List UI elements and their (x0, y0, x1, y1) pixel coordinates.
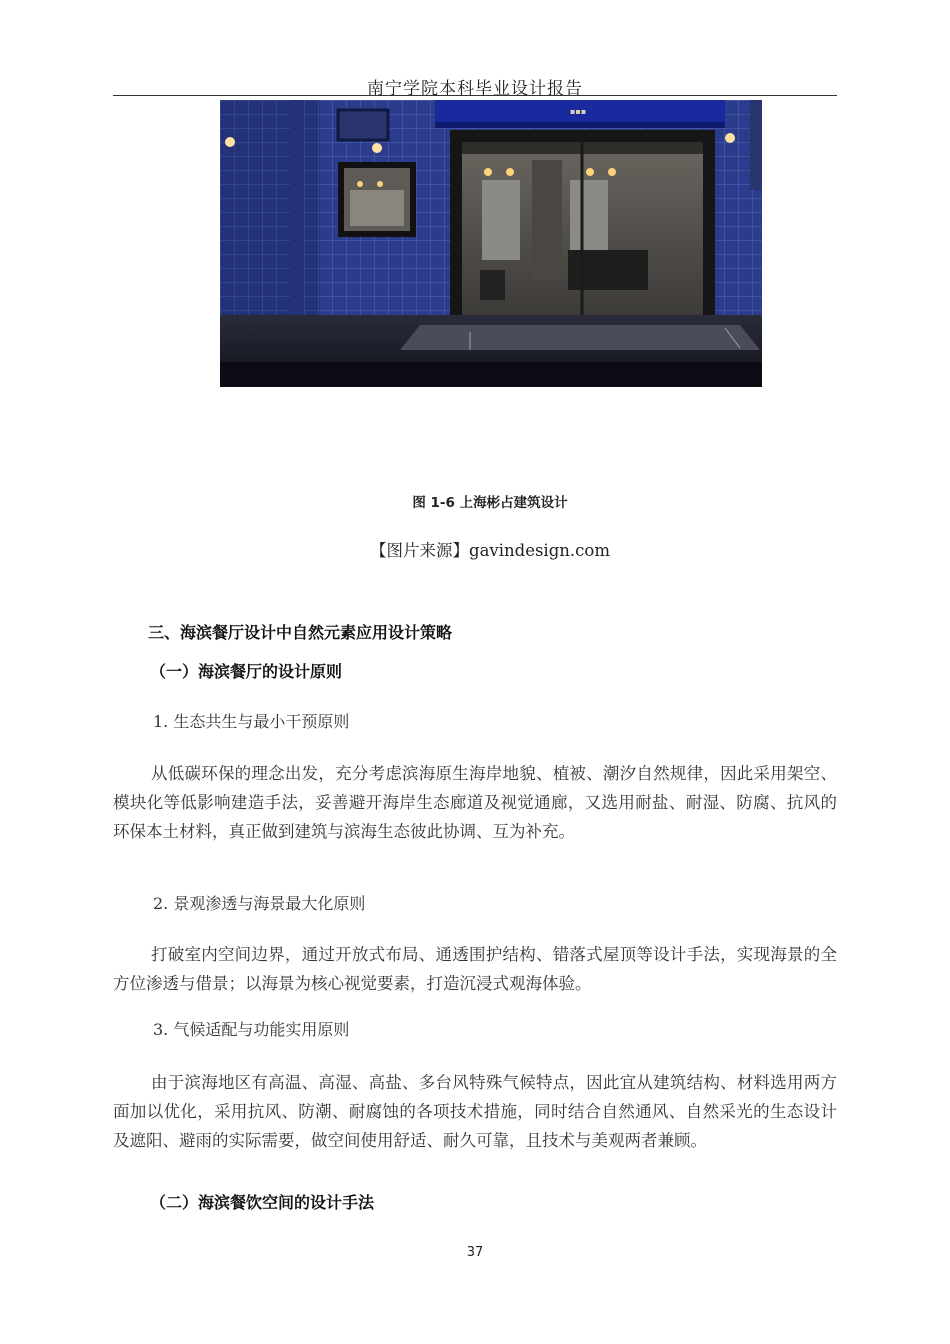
svg-text:▪▪▪: ▪▪▪ (570, 107, 587, 116)
page-number: 37 (466, 1245, 484, 1260)
figure-source: 【图片来源】gavindesign.com (370, 541, 610, 560)
item1-paragraph: 从低碳环保的理念出发，充分考虑滨海原生海岸地貌、植被、潮汐自然规律，因此采用架空、模块化等低影响建造手法，妥善避开海岸生态廊道及视觉通廊，又选用耐盐、耐湿、防腐、抗风的环保本土材料，真正做到建筑与滨海生态彼此协调、互为补充。 (113, 764, 837, 841)
subsection-two-heading: （二）海滨餐饮空间的设计手法 (150, 1193, 375, 1212)
section-three-heading: 三、海滨餐厅设计中自然元素应用设计策略 (148, 623, 453, 642)
figure-caption: 图 1-6 上海彬占建筑设计 (412, 495, 568, 511)
storefront-photo (220, 100, 762, 387)
item1-heading: 1. 生态共生与最小干预原则 (153, 712, 350, 731)
item2-heading: 2. 景观渗透与海景最大化原则 (153, 894, 366, 913)
item3-paragraph: 由于滨海地区有高温、高湿、高盐、多台风特殊气候特点，因此宜从建筑结构、材料选用两方面加以优化，采用抗风、防潮、耐腐蚀的各项技术措施，同时结合自然通风、自然采光的生态设计及遮阳、避雨的实际需要，做空间使用舒适、耐久可靠，且技术与美观两者兼顾。 (113, 1073, 837, 1150)
page-header-title: 南宁学院本科毕业设计报告 (367, 79, 583, 99)
subsection-one-heading: （一）海滨餐厅的设计原则 (150, 662, 343, 681)
header-rule (113, 95, 837, 96)
item3-heading: 3. 气候适配与功能实用原则 (153, 1020, 350, 1039)
item2-paragraph: 打破室内空间边界，通过开放式布局、通透围护结构、错落式屋顶等设计手法，实现海景的全方位渗透与借景；以海景为核心视觉要素，打造沉浸式观海体验。 (113, 945, 837, 993)
